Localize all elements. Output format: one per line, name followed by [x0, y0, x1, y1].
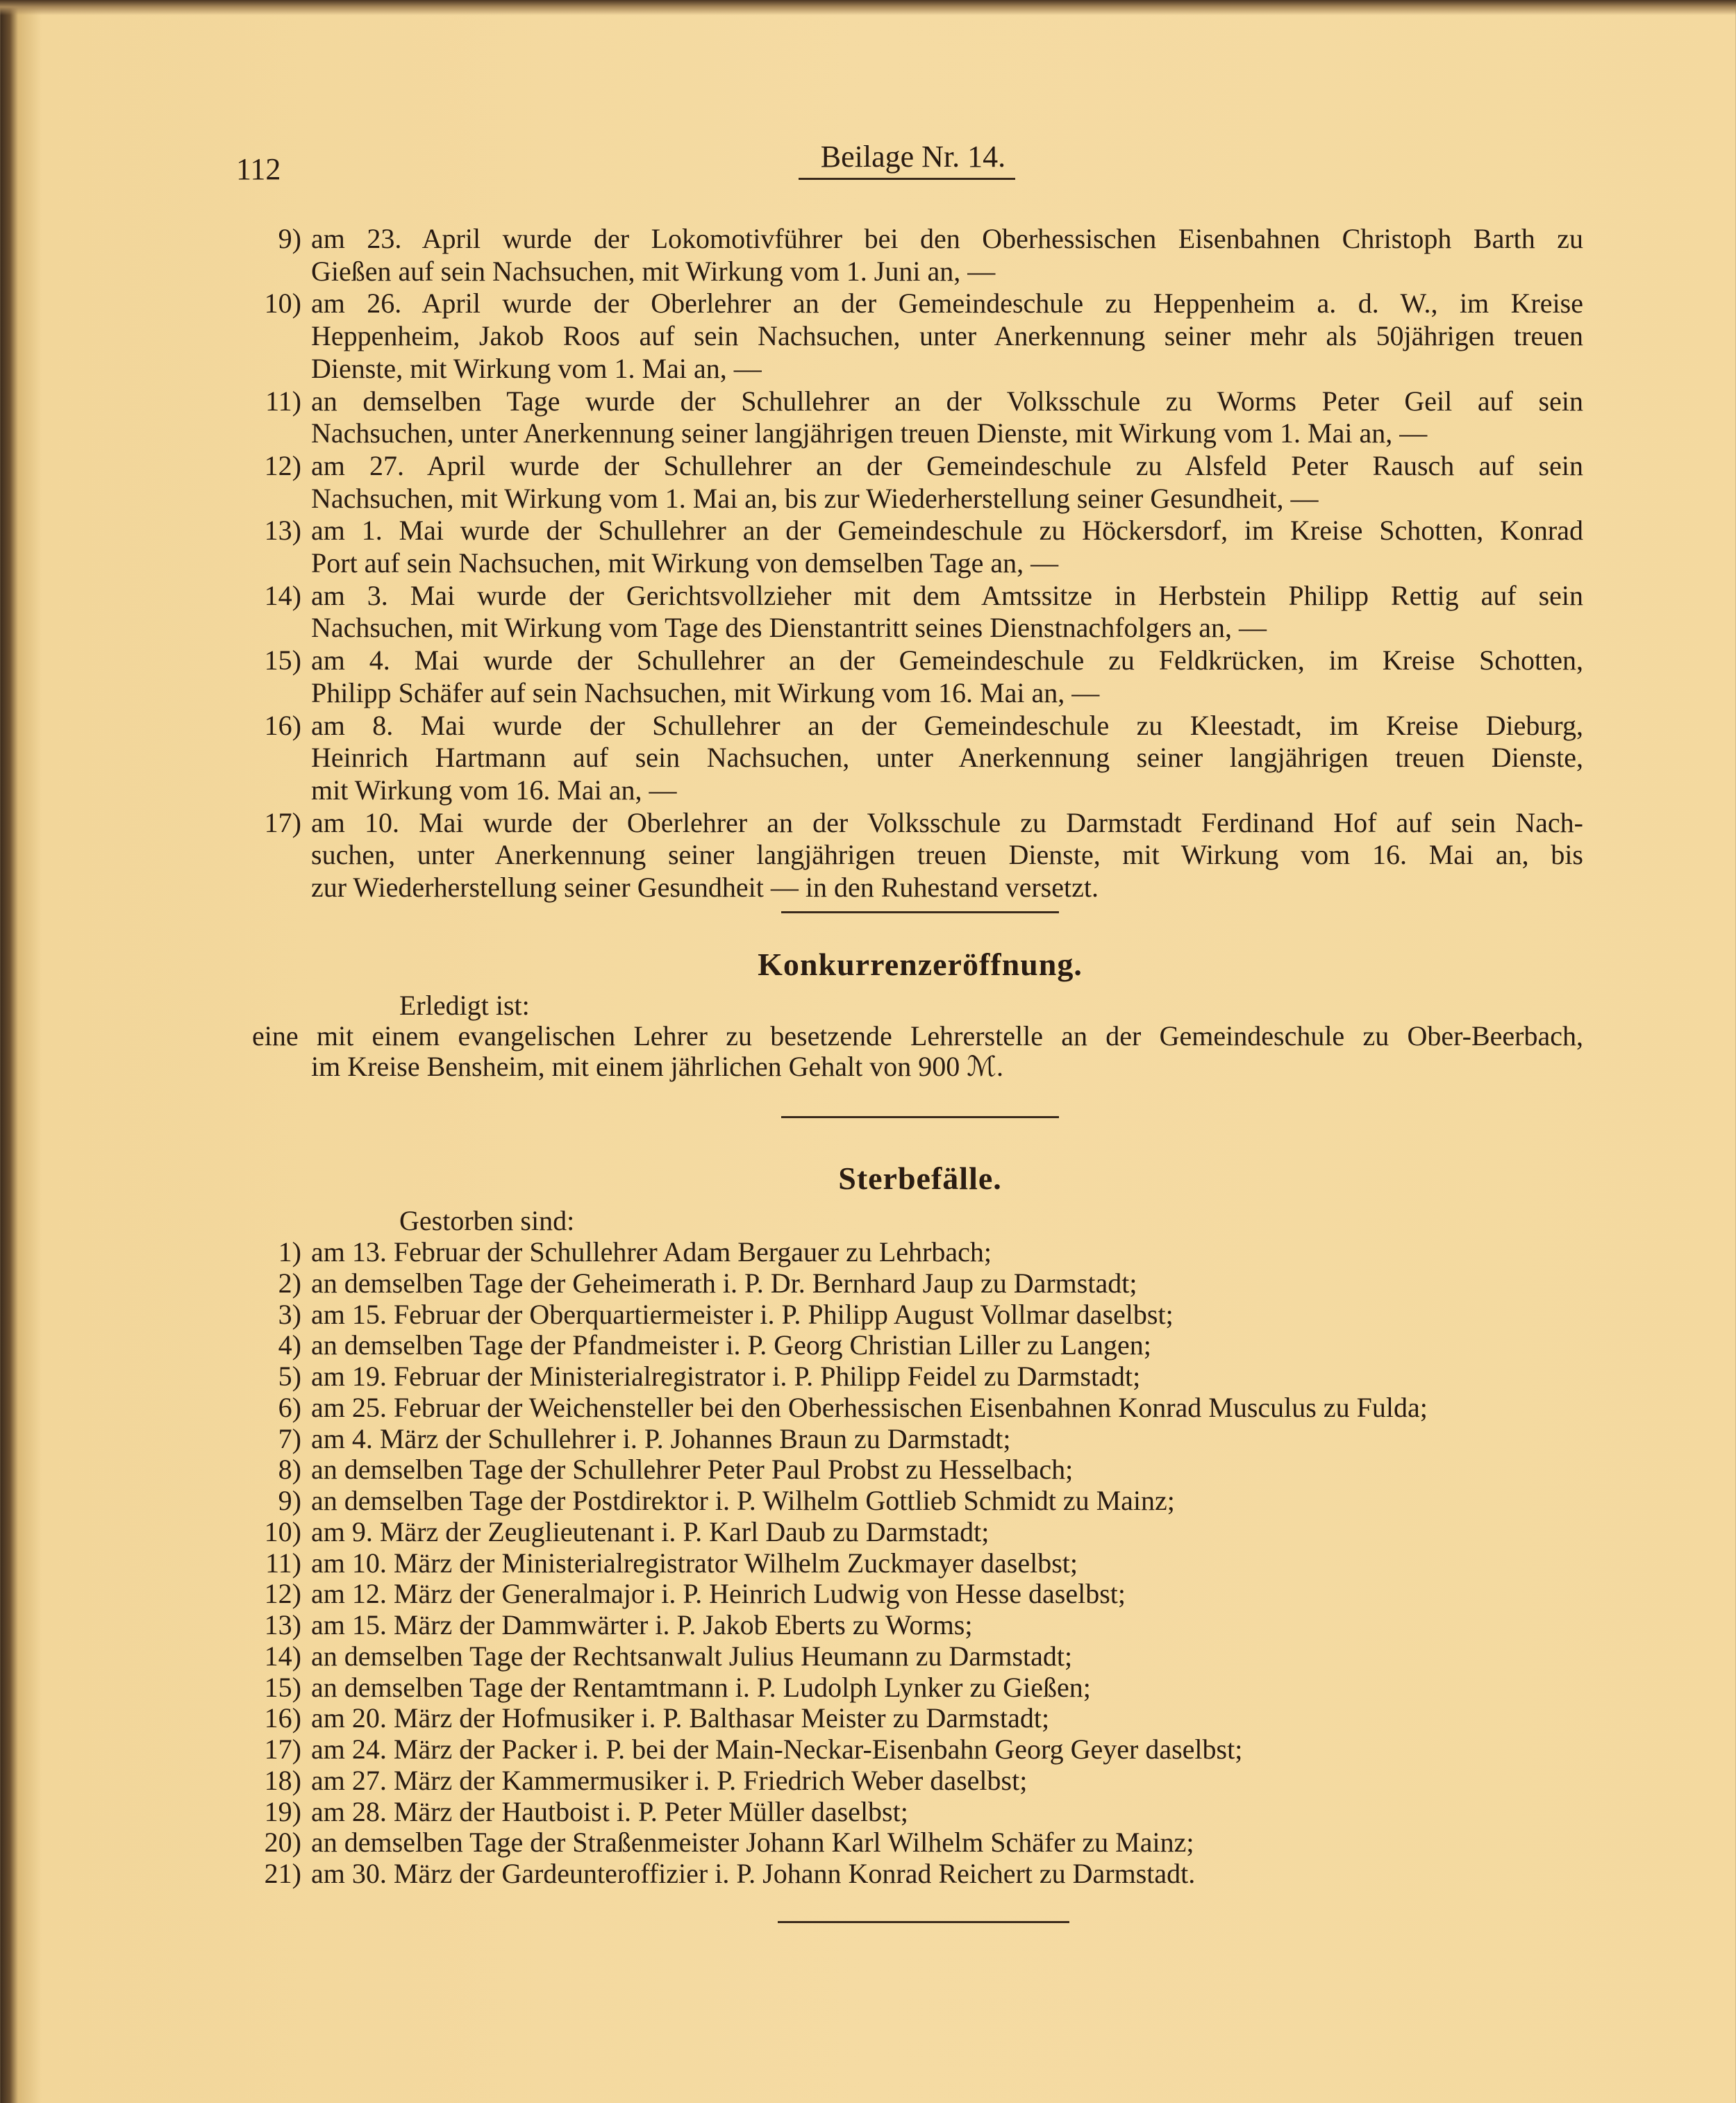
item-text: an demselben Tage der Rechtsanwalt Julius Heumann zu Darmstadt;	[311, 1640, 1073, 1672]
item-number: 9)	[278, 1485, 301, 1516]
text-line: Port auf sein Nachsuchen, mit Wirkung von demselben Tage an, —	[311, 547, 1059, 579]
item-text: am 10. März der Ministerialregistrator Wilhelm Zuckmayer daselbst;	[311, 1547, 1078, 1579]
item-number: 4)	[278, 1329, 301, 1361]
item-text: am 4. März der Schullehrer i. P. Johannes Braun zu Darmstadt;	[311, 1422, 1011, 1454]
item-number: 13)	[264, 1609, 301, 1640]
item-number: 11)	[265, 385, 301, 417]
death-entry	[229, 1424, 1583, 1455]
vacancy-intro: Erledigt ist:	[399, 990, 530, 1021]
text-line: Nachsuchen, mit Wirkung vom 1. Mai an, bis zur Wiederherstellung seiner Gesundheit, —	[311, 482, 1319, 514]
text-line: Gießen auf sein Nachsuchen, mit Wirkung vom 1. Juni an, —	[311, 255, 996, 287]
item-number: 10)	[264, 288, 301, 319]
retirement-item	[229, 580, 1583, 645]
death-entry	[229, 1765, 1583, 1797]
deaths-heading: Sterbefälle.	[838, 1161, 1002, 1196]
item-number: 2)	[278, 1267, 301, 1299]
item-number: 14)	[264, 1640, 301, 1672]
text-line: am 3. Mai wurde der Gerichtsvollzieher mit dem Amtssitze in Herbstein Philipp Rettig auf sein	[311, 579, 1583, 611]
section-divider	[781, 911, 1059, 913]
page-title: Beilage Nr. 14.	[820, 140, 1006, 174]
item-number: 20)	[264, 1827, 301, 1859]
item-text	[311, 580, 1583, 645]
item-text: am 12. März der Generalmajor i. P. Heinrich Ludwig von Hesse daselbst;	[311, 1578, 1126, 1610]
item-text: an demselben Tage der Rentamtmann i. P. Ludolph Lynker zu Gießen;	[311, 1671, 1091, 1703]
death-entry	[229, 1330, 1583, 1361]
item-number: 10)	[264, 1515, 301, 1547]
item-text	[311, 450, 1583, 515]
text-line: Philipp Schäfer auf sein Nachsuchen, mit Wirkung vom 16. Mai an, —	[311, 676, 1100, 708]
death-entry	[229, 1299, 1583, 1331]
retirement-item	[229, 645, 1583, 709]
item-number: 7)	[278, 1422, 301, 1454]
item-text: an demselben Tage der Geheimerath i. P. Dr. Bernhard Jaup zu Darmstadt;	[311, 1267, 1137, 1299]
retirement-item	[229, 223, 1583, 288]
death-entry	[229, 1797, 1583, 1828]
item-text	[311, 710, 1583, 807]
item-text: am 24. März der Packer i. P. bei der Main-Neckar-Eisenbahn Georg Geyer daselbst;	[311, 1734, 1243, 1765]
retirement-item	[229, 710, 1583, 807]
death-entry	[229, 1859, 1583, 1890]
death-entry	[229, 1641, 1583, 1672]
item-number: 12)	[264, 449, 301, 481]
retirement-item	[229, 807, 1583, 904]
item-number: 16)	[264, 1702, 301, 1734]
death-entry	[229, 1548, 1583, 1579]
item-text: an demselben Tage der Postdirektor i. P. Wilhelm Gottlieb Schmidt zu Mainz;	[311, 1485, 1175, 1516]
item-number: 18)	[264, 1764, 301, 1796]
item-number: 3)	[278, 1298, 301, 1330]
text-line: am 26. April wurde der Oberlehrer an der Gemeindeschule zu Heppenheim a. d. W., im Kreise	[311, 288, 1583, 319]
text-line: am 27. April wurde der Schullehrer an der Gemeindeschule zu Alsfeld Peter Rausch auf sein	[311, 449, 1583, 481]
item-number: 15)	[264, 1671, 301, 1703]
item-number: 1)	[278, 1236, 301, 1267]
page-number: 112	[236, 152, 281, 186]
retirement-item	[229, 450, 1583, 515]
retirement-item	[229, 385, 1583, 450]
death-entry	[229, 1393, 1583, 1424]
text-line: Dienste, mit Wirkung vom 1. Mai an, —	[311, 352, 762, 384]
death-entry	[229, 1454, 1583, 1486]
item-text	[311, 515, 1583, 579]
item-text: an demselben Tage der Pfandmeister i. P. Georg Christian Liller zu Langen;	[311, 1329, 1151, 1361]
death-entry	[229, 1734, 1583, 1765]
item-text: am 25. Februar der Weichensteller bei den Oberhessischen Eisenbahnen Konrad Musculus zu Fulda;	[311, 1391, 1428, 1423]
scan-edge	[0, 0, 1736, 15]
deaths-intro: Gestorben sind:	[399, 1205, 575, 1236]
text-line: Heppenheim, Jakob Roos auf sein Nachsuchen, unter Anerkennung seiner mehr als 50jährigen treuen	[311, 320, 1583, 352]
item-number: 13)	[264, 515, 301, 547]
title-underline	[799, 178, 1015, 180]
item-text: am 19. Februar der Ministerialregistrator i. P. Philipp Feidel zu Darmstadt;	[311, 1361, 1141, 1392]
item-number: 5)	[278, 1361, 301, 1392]
item-number: 19)	[264, 1795, 301, 1827]
item-text	[311, 645, 1583, 709]
item-number: 17)	[264, 806, 301, 838]
item-text: an demselben Tage der Schullehrer Peter Paul Probst zu Hesselbach;	[311, 1454, 1074, 1486]
death-entry	[229, 1827, 1583, 1859]
item-number: 8)	[278, 1454, 301, 1486]
item-text: an demselben Tage der Straßenmeister Johann Karl Wilhelm Schäfer zu Mainz;	[311, 1827, 1194, 1859]
death-entry	[229, 1361, 1583, 1393]
item-text: am 20. März der Hofmusiker i. P. Balthasar Meister zu Darmstadt;	[311, 1702, 1050, 1734]
text-line: am 10. Mai wurde der Oberlehrer an der Volksschule zu Darmstadt Ferdinand Hof auf sein Nach-	[311, 806, 1583, 838]
death-entry	[229, 1517, 1583, 1548]
item-text: am 15. März der Dammwärter i. P. Jakob Eberts zu Worms;	[311, 1609, 973, 1640]
section-divider	[781, 1116, 1059, 1118]
item-text: am 30. März der Gardeunteroffizier i. P. Johann Konrad Reichert zu Darmstadt.	[311, 1858, 1196, 1889]
death-entry	[229, 1703, 1583, 1734]
item-text: am 9. März der Zeuglieutenant i. P. Karl Daub zu Darmstadt;	[311, 1515, 990, 1547]
death-entry	[229, 1237, 1583, 1268]
death-entry	[229, 1610, 1583, 1641]
item-text	[311, 288, 1583, 385]
item-number: 11)	[265, 1547, 301, 1579]
item-number: 21)	[264, 1858, 301, 1889]
deaths-list	[229, 1237, 1583, 1890]
text-line: mit Wirkung vom 16. Mai an, —	[311, 774, 677, 806]
item-number: 15)	[264, 645, 301, 676]
vacancy-heading: Konkurrenzeröffnung.	[758, 947, 1083, 982]
death-entry	[229, 1672, 1583, 1704]
text-line: an demselben Tage wurde der Schullehrer an der Volksschule zu Worms Peter Geil auf sein	[311, 385, 1583, 417]
death-entry	[229, 1486, 1583, 1517]
item-number: 12)	[264, 1578, 301, 1610]
item-number: 9)	[278, 223, 301, 254]
text-line: am 8. Mai wurde der Schullehrer an der Gemeindeschule zu Kleestadt, im Kreise Dieburg,	[311, 709, 1583, 741]
item-text: am 15. Februar der Oberquartiermeister i. P. Philipp August Vollmar daselbst;	[311, 1298, 1174, 1330]
text-line: am 1. Mai wurde der Schullehrer an der Gemeindeschule zu Höckersdorf, im Kreise Schotten, Konrad	[311, 515, 1583, 547]
item-text: am 13. Februar der Schullehrer Adam Bergauer zu Lehrbach;	[311, 1236, 992, 1267]
text-line: Nachsuchen, unter Anerkennung seiner langjährigen treuen Dienste, mit Wirkung vom 1. Mai an, —	[311, 417, 1428, 449]
vacancy-text	[252, 1021, 1583, 1082]
text-line: zur Wiederherstellung seiner Gesundheit — in den Ruhestand versetzt.	[311, 872, 1099, 904]
text-line: am 23. April wurde der Lokomotivführer bei den Oberhessischen Eisenbahnen Christoph Barth zu	[311, 223, 1583, 254]
item-number: 16)	[264, 709, 301, 741]
item-text	[311, 385, 1583, 450]
item-text: am 27. März der Kammermusiker i. P. Friedrich Weber daselbst;	[311, 1764, 1028, 1796]
retirement-item	[229, 515, 1583, 579]
death-entry	[229, 1579, 1583, 1610]
item-number: 14)	[264, 579, 301, 611]
item-number: 17)	[264, 1734, 301, 1765]
item-text: am 28. März der Hautboist i. P. Peter Müller daselbst;	[311, 1795, 908, 1827]
text-line: Nachsuchen, mit Wirkung vom Tage des Dienstantritt seines Dienstnachfolgers an, —	[311, 612, 1267, 644]
retirement-list	[229, 223, 1583, 904]
closing-divider	[778, 1921, 1069, 1923]
vacancy-line: eine mit einem evangelischen Lehrer zu besetzende Lehrerstelle an der Gemeindeschule zu Ober-Beerbach,	[252, 1020, 1583, 1052]
item-text	[311, 807, 1583, 904]
retirement-item	[229, 288, 1583, 385]
text-line: am 4. Mai wurde der Schullehrer an der Gemeindeschule zu Feldkrücken, im Kreise Schotten,	[311, 645, 1583, 676]
death-entry	[229, 1268, 1583, 1299]
item-text	[311, 223, 1583, 288]
vacancy-line: im Kreise Bensheim, mit einem jährlichen Gehalt von 900 ℳ.	[311, 1051, 1003, 1082]
text-line: suchen, unter Anerkennung seiner langjährigen treuen Dienste, mit Wirkung vom 16. Mai an, bis	[311, 839, 1583, 871]
item-number: 6)	[278, 1391, 301, 1423]
text-line: Heinrich Hartmann auf sein Nachsuchen, unter Anerkennung seiner langjährigen treuen Dienste,	[311, 742, 1583, 774]
